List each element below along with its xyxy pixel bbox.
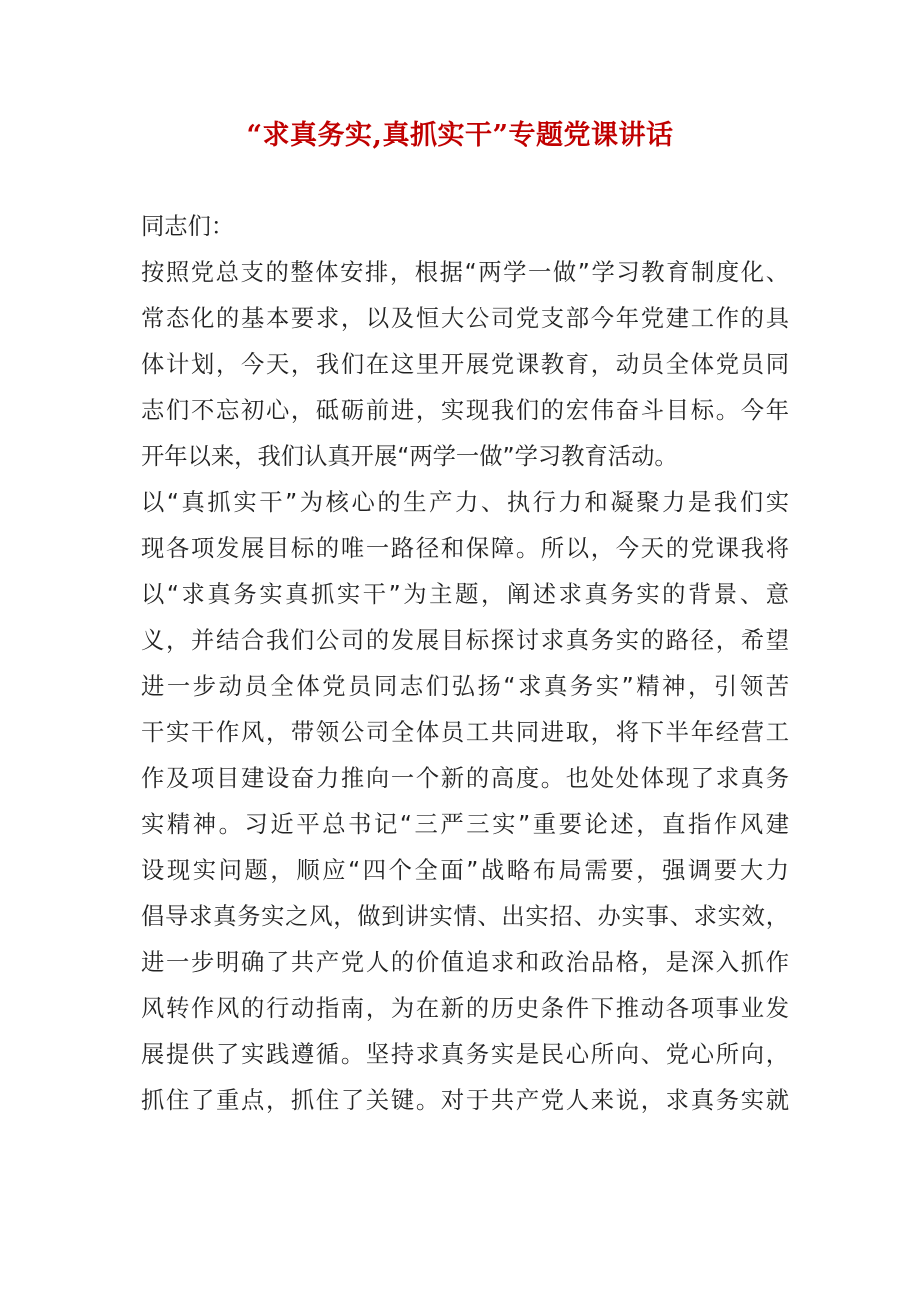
body-line: 以“求真务实真抓实干”为主题，阐述求真务实的背景、意: [141, 581, 789, 608]
body-line: 风转作风的行动指南，为在新的历史条件下推动各项事业发: [141, 995, 789, 1022]
body-line: 设现实问题，顺应“四个全面”战略布局需要，强调要大力: [141, 857, 789, 884]
body-line: 义，并结合我们公司的发展目标探讨求真务实的路径，希望: [141, 627, 789, 654]
body-line: 干实干作风，带领公司全体员工共同进取，将下半年经营工: [141, 719, 789, 746]
body-line: 志们不忘初心，砥砺前进，实现我们的宏伟奋斗目标。今年: [141, 397, 789, 424]
body-line: 实精神。习近平总书记“三严三实”重要论述，直指作风建: [141, 811, 789, 838]
body-line: 进一步动员全体党员同志们弘扬“求真务实”精神，引领苦: [141, 673, 789, 700]
document-body: [141, 204, 789, 1124]
body-line: 展提供了实践遵循。坚持求真务实是民心所向、党心所向，: [141, 1041, 789, 1068]
salutation-line: 同志们：: [141, 213, 235, 240]
body-line: 体计划，今天，我们在这里开展党课教育，动员全体党员同: [141, 351, 789, 378]
body-line: 倡导求真务实之风，做到讲实情、出实招、办实事、求实效，: [141, 903, 789, 930]
body-line: 开年以来，我们认真开展“两学一做”学习教育活动。: [141, 443, 678, 470]
body-line: 常态化的基本要求，以及恒大公司党支部今年党建工作的具: [141, 305, 789, 332]
body-line: 抓住了重点，抓住了关键。对于共产党人来说，求真务实就: [141, 1087, 789, 1114]
body-line: 按照党总支的整体安排，根据“两学一做”学习教育制度化、: [141, 259, 789, 286]
body-line: 作及项目建设奋力推向一个新的高度。也处处体现了求真务: [141, 765, 789, 792]
body-line: 现各项发展目标的唯一路径和保障。所以，今天的党课我将: [141, 535, 789, 562]
body-line: 进一步明确了共产党人的价值追求和政治品格，是深入抓作: [141, 949, 789, 976]
document-title: “求真务实,真抓实干”专题党课讲话: [246, 120, 674, 151]
body-line: 以“真抓实干”为核心的生产力、执行力和凝聚力是我们实: [141, 489, 789, 516]
